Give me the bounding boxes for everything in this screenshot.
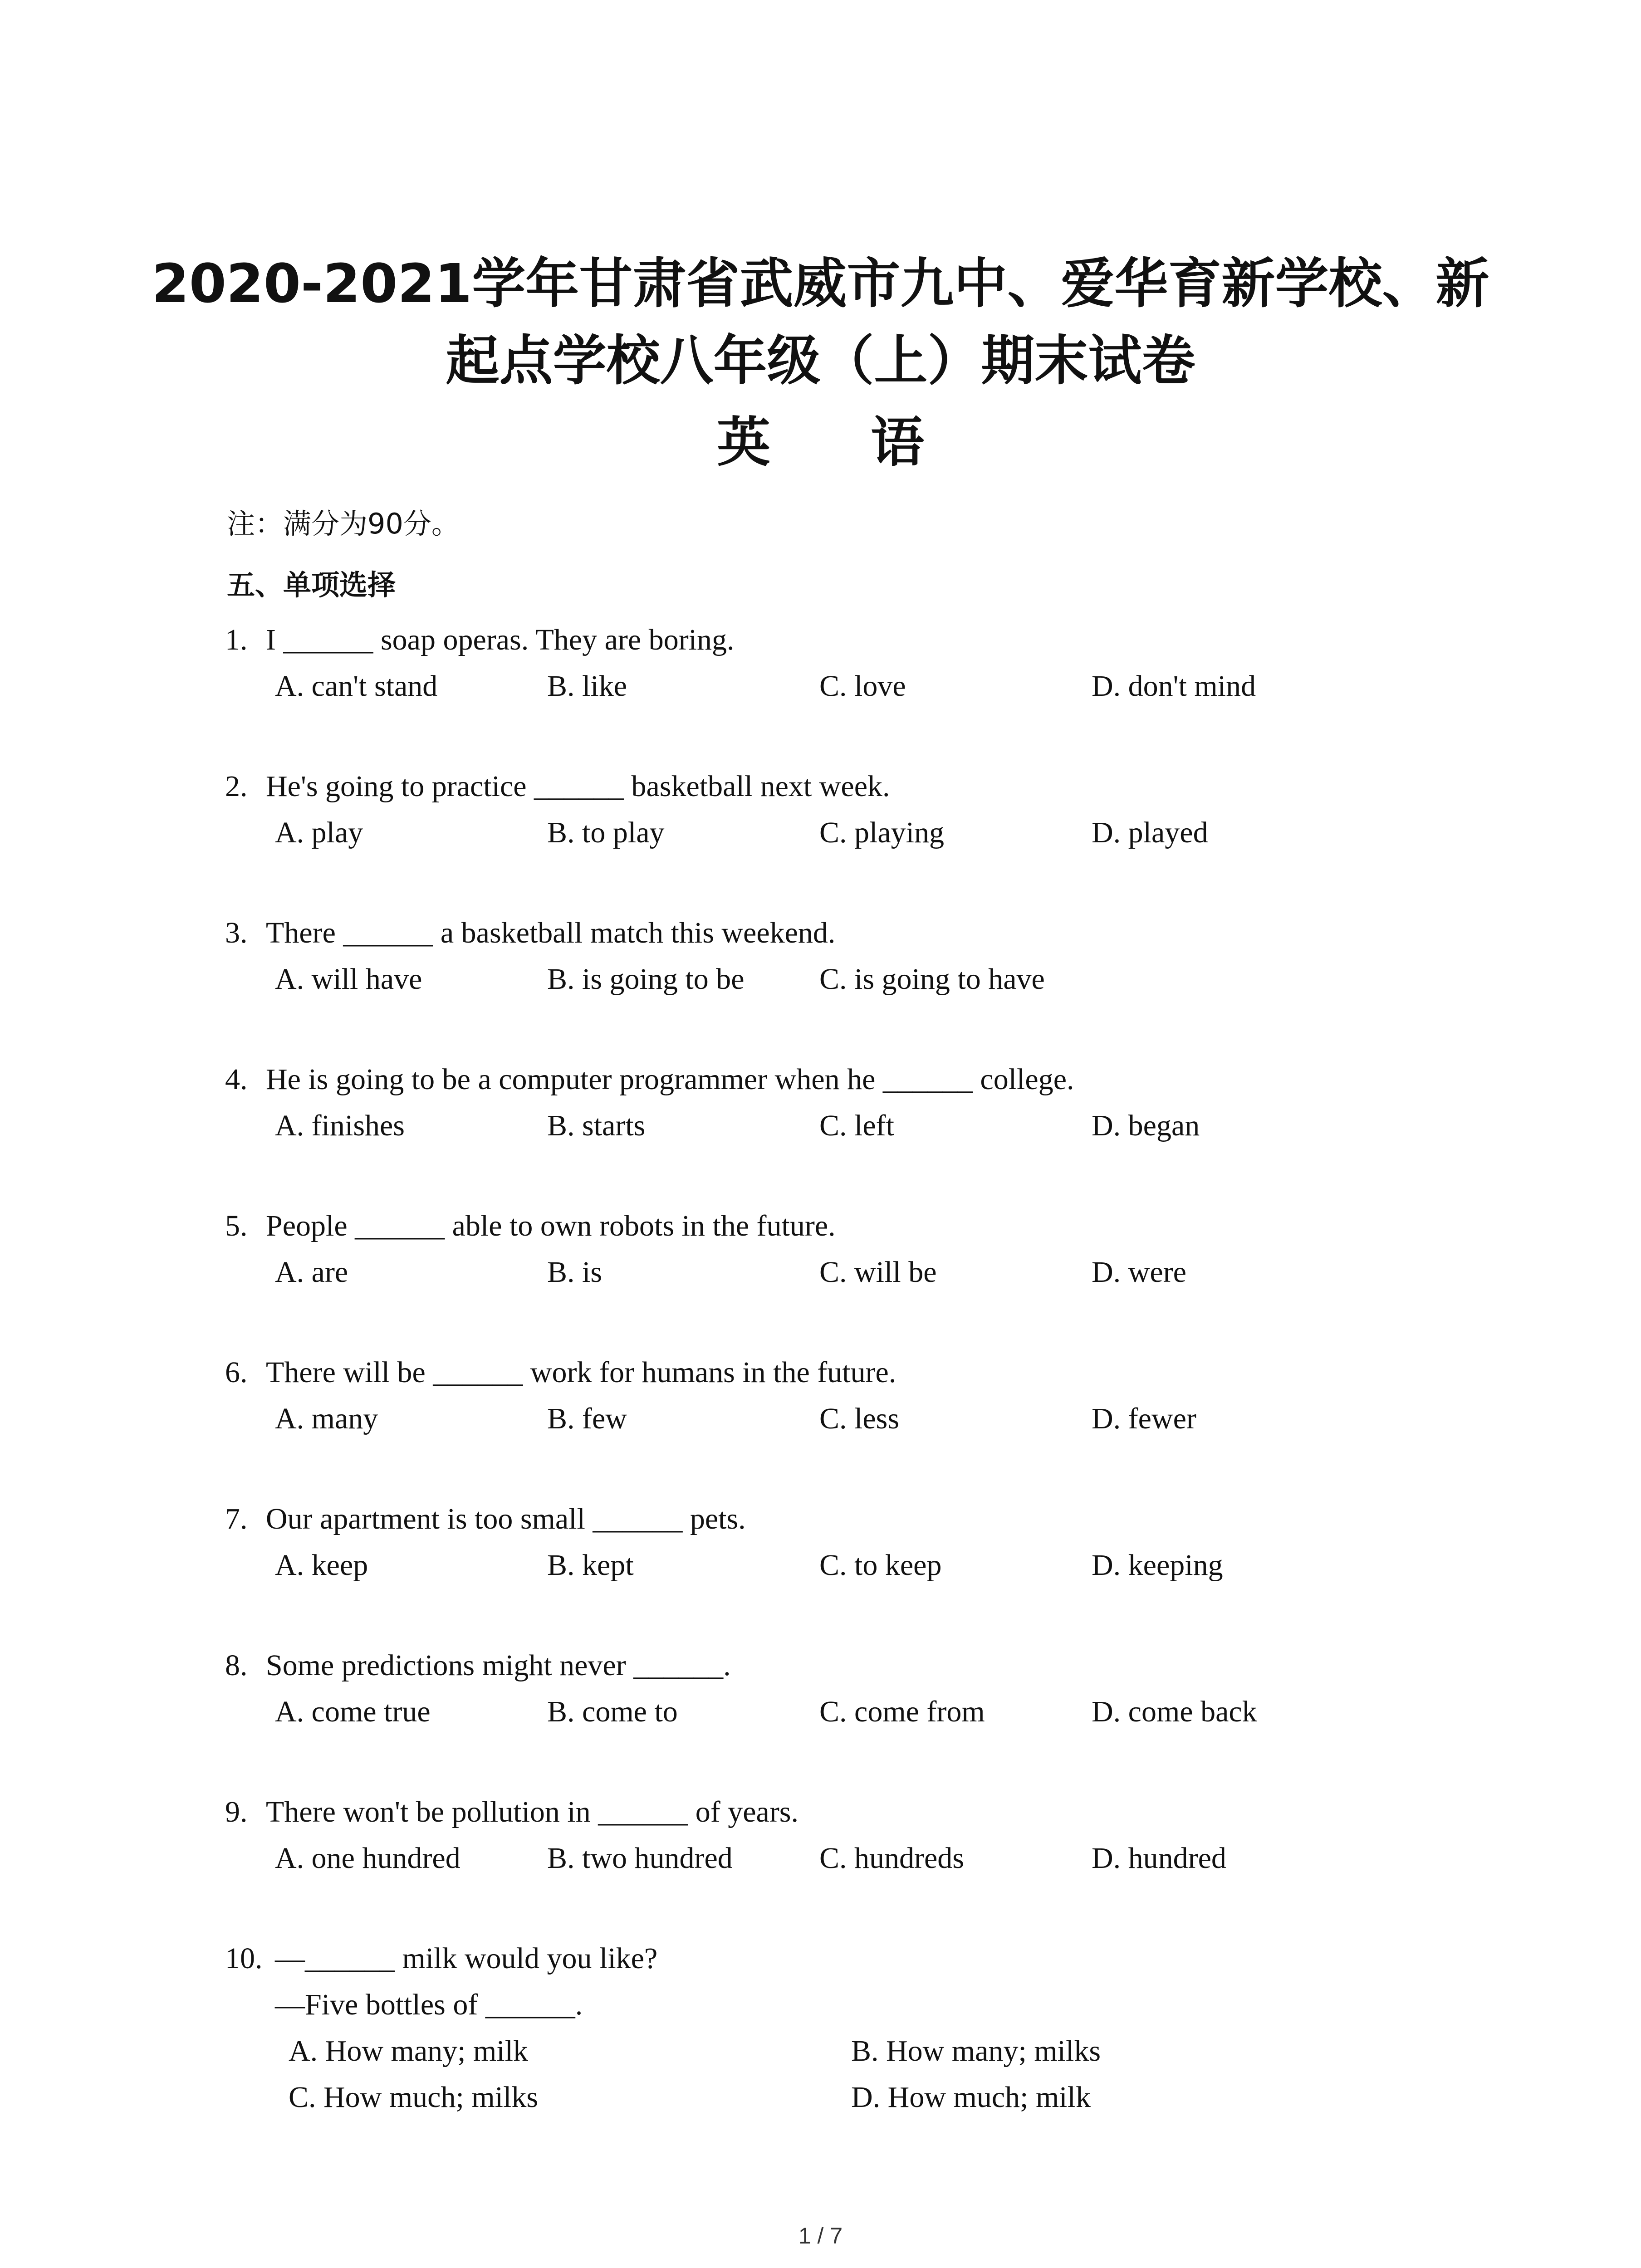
question-stem: People ______ able to own robots in the future. bbox=[266, 1209, 836, 1242]
option-b: B. How many; milks bbox=[851, 2034, 1101, 2068]
exam-title bbox=[0, 245, 1641, 399]
score-note: 注：满分为90分。 bbox=[227, 507, 460, 540]
option-c: C. less bbox=[819, 1402, 900, 1435]
question-number: 2. bbox=[225, 770, 248, 803]
option-d: D. hundred bbox=[1092, 1842, 1226, 1875]
option-a: A. play bbox=[275, 816, 363, 849]
option-b: B. is bbox=[547, 1256, 603, 1289]
question-7 bbox=[225, 1496, 1450, 1589]
question-10 bbox=[225, 1936, 1450, 2121]
option-a: A. can't stand bbox=[275, 670, 438, 703]
question-number: 3. bbox=[225, 916, 248, 949]
question-number: 1. bbox=[225, 623, 248, 656]
option-c: C. is going to have bbox=[819, 963, 1045, 996]
option-c: C. hundreds bbox=[819, 1842, 964, 1875]
option-a: A. keep bbox=[275, 1549, 368, 1582]
question-stem-line-1: —______ milk would you like? bbox=[275, 1942, 658, 1975]
question-2 bbox=[225, 763, 1450, 856]
question-stem: There won't be pollution in ______ of years. bbox=[266, 1795, 798, 1828]
option-d: D. keeping bbox=[1092, 1549, 1223, 1582]
question-6 bbox=[225, 1349, 1450, 1442]
option-c: C. love bbox=[819, 670, 906, 703]
question-3 bbox=[225, 910, 1450, 1002]
option-b: B. to play bbox=[547, 816, 665, 849]
option-b: B. is going to be bbox=[547, 963, 745, 996]
question-stem: There ______ a basketball match this weekend. bbox=[266, 916, 836, 949]
option-a: A. are bbox=[275, 1256, 348, 1289]
option-d: D. How much; milk bbox=[851, 2081, 1091, 2114]
option-b: B. come to bbox=[547, 1695, 678, 1728]
option-b: B. two hundred bbox=[547, 1842, 733, 1875]
option-a: A. How many; milk bbox=[289, 2034, 528, 2068]
option-a: A. one hundred bbox=[275, 1842, 460, 1875]
option-a: A. many bbox=[275, 1402, 378, 1435]
question-number: 6. bbox=[225, 1356, 248, 1389]
option-c: C. come from bbox=[819, 1695, 985, 1728]
question-4 bbox=[225, 1056, 1450, 1149]
page-number: 1 / 7 bbox=[798, 2223, 843, 2248]
option-d: D. played bbox=[1092, 816, 1208, 849]
exam-title-line-2: 起点学校八年级（上）期末试卷 bbox=[446, 329, 1195, 392]
option-c: C. to keep bbox=[819, 1549, 942, 1582]
option-c: C. left bbox=[819, 1109, 894, 1142]
option-d: D. were bbox=[1092, 1256, 1186, 1289]
question-stem: He is going to be a computer programmer when he ______ college. bbox=[266, 1063, 1074, 1096]
exam-title-line-1: 2020-2021学年甘肃省武威市九中、爱华育新学校、新 bbox=[152, 252, 1489, 315]
question-stem: There will be ______ work for humans in the future. bbox=[266, 1356, 896, 1389]
option-d: D. don't mind bbox=[1092, 670, 1256, 703]
question-number: 7. bbox=[225, 1502, 248, 1535]
option-d: D. come back bbox=[1092, 1695, 1257, 1728]
question-1 bbox=[225, 617, 1450, 709]
option-a: A. will have bbox=[275, 963, 422, 996]
option-c: C. playing bbox=[819, 816, 944, 849]
question-8 bbox=[225, 1642, 1450, 1735]
section-heading: 五、单项选择 bbox=[227, 568, 396, 601]
question-9 bbox=[225, 1789, 1450, 1882]
option-a: A. come true bbox=[275, 1695, 431, 1728]
question-stem: Our apartment is too small ______ pets. bbox=[266, 1502, 746, 1535]
option-d: D. began bbox=[1092, 1109, 1200, 1142]
question-5 bbox=[225, 1203, 1450, 1295]
option-c: C. will be bbox=[819, 1256, 937, 1289]
question-number: 10. bbox=[225, 1942, 263, 1975]
question-number: 9. bbox=[225, 1795, 248, 1828]
question-number: 5. bbox=[225, 1209, 248, 1242]
option-c: C. How much; milks bbox=[289, 2081, 539, 2114]
question-stem-line-2: —Five bottles of ______. bbox=[275, 1988, 583, 2021]
option-b: B. kept bbox=[547, 1549, 634, 1582]
subject-heading: 英 语 bbox=[716, 411, 965, 474]
question-number: 4. bbox=[225, 1063, 248, 1096]
question-stem: He's going to practice ______ basketball next week. bbox=[266, 770, 890, 803]
option-b: B. few bbox=[547, 1402, 627, 1435]
option-d: D. fewer bbox=[1092, 1402, 1196, 1435]
option-b: B. starts bbox=[547, 1109, 646, 1142]
option-a: A. finishes bbox=[275, 1109, 405, 1142]
question-stem: I ______ soap operas. They are boring. bbox=[266, 623, 735, 656]
question-number: 8. bbox=[225, 1649, 248, 1682]
option-b: B. like bbox=[547, 670, 627, 703]
question-stem: Some predictions might never ______. bbox=[266, 1649, 731, 1682]
